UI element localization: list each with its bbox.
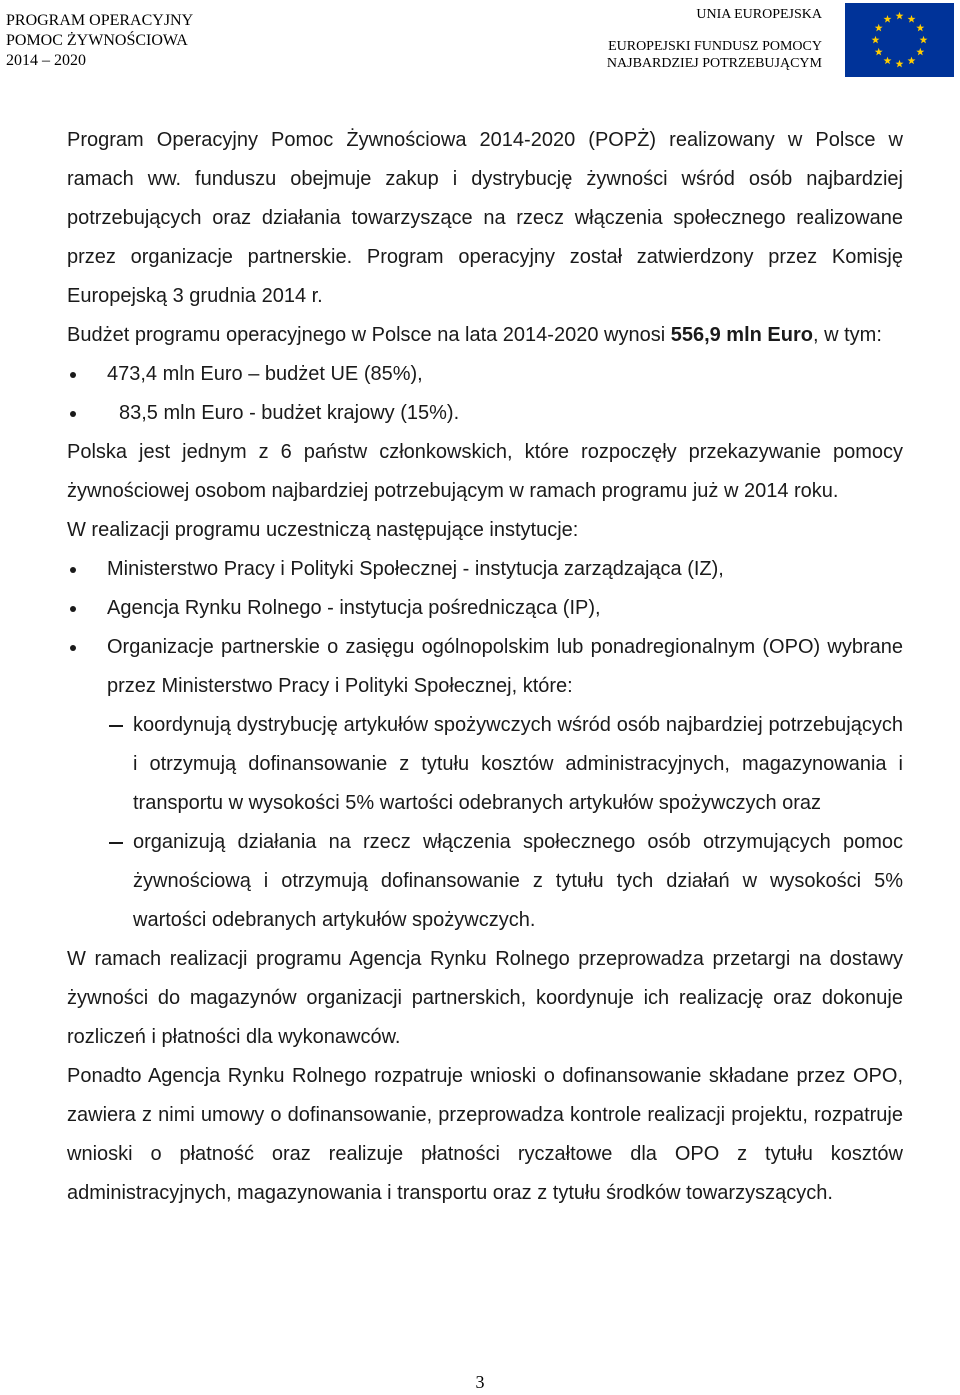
list-item: koordynują dystrybucję artykułów spożywczych wśród osób najbardziej potrzebujących i otrzymują dofinansowanie z tytułu kosztów administracyjnych, magazynowania i transportu w wysokości 5% wartości odebranych artykułów spożywczych oraz: [67, 706, 903, 823]
program-title-line2: POMOC ŻYWNOŚCIOWA: [6, 32, 188, 49]
budget-text-end: , w tym:: [812, 324, 882, 346]
eu-flag-icon: [845, 3, 954, 77]
fund-name-line1: EUROPEJSKI FUNDUSZ POMOCY: [608, 39, 822, 54]
arr-applications-paragraph: Ponadto Agencja Rynku Rolnego rozpatruje wnioski o dofinansowanie składane przez OPO, zawiera z nimi umowy o dofinansowanie, przeprowadza kontrole realizacji projektu, rozpatruje wnioski o płatność oraz realizuje płatności ryczałtowe dla OPO z tytułu kosztów administracyjnych, magazynowania i transportu oraz z tytułu środków towarzyszących.: [67, 1065, 903, 1204]
list-item: [67, 394, 903, 433]
page-header: [0, 0, 960, 80]
eu-fund-title: [607, 6, 822, 72]
budget-text-start: Budżet programu operacyjnego w Polsce na lata 2014-2020 wynosi: [67, 324, 671, 346]
budget-total: 556,9 mln Euro: [670, 324, 813, 346]
list-item: [67, 628, 903, 940]
institutions-list: [67, 550, 903, 940]
member-states-paragraph: Polska jest jednym z 6 państw członkowskich, które rozpoczęły przekazywanie pomocy żywnościowej osobom najbardziej potrzebującym w ramach programu już w 2014 roku.: [67, 441, 903, 502]
budget-paragraph: [67, 316, 903, 355]
program-title-line3: 2014 – 2020: [6, 52, 86, 69]
list-item: 473,4 mln Euro – budżet UE (85%),: [67, 355, 903, 394]
document-body: [67, 121, 903, 1213]
fund-name-line2: NAJBARDZIEJ POTRZEBUJĄCYM: [606, 56, 822, 71]
opo-tasks-list: [67, 706, 903, 940]
list-item-text: Organizacje partnerskie o zasięgu ogólnopolskim lub ponadregionalnym (OPO) wybrane przez Ministerstwo Pracy i Polityki Społecznej, które:: [107, 636, 903, 697]
institutions-intro: W realizacji programu uczestniczą następujące instytucje:: [67, 519, 579, 541]
list-item-text: 83,5 mln Euro - budżet krajowy (15%).: [119, 402, 460, 424]
program-title: [6, 11, 193, 71]
page-number: 3: [475, 1372, 485, 1392]
program-title-line1: PROGRAM OPERACYJNY: [6, 12, 194, 29]
list-item: Agencja Rynku Rolnego - instytucja pośrednicząca (IP),: [67, 589, 903, 628]
list-item: organizują działania na rzecz włączenia społecznego osób otrzymujących pomoc żywnościową i otrzymują dofinansowanie z tytułu tych działań w wysokości 5% wartości odebranych artykułów spożywczych.: [67, 823, 903, 940]
eu-label: UNIA EUROPEJSKA: [696, 7, 822, 22]
arr-tenders-paragraph: W ramach realizacji programu Agencja Rynku Rolnego przeprowadza przetargi na dostawy żywności do magazynów organizacji partnerskich, koordynuje ich realizację oraz dokonuje rozliczeń i płatności dla wykonawców.: [67, 948, 903, 1048]
intro-paragraph: Program Operacyjny Pomoc Żywnościowa 2014-2020 (POPŻ) realizowany w Polsce w ramach ww. funduszu obejmuje zakup i dystrybucję żywności wśród osób najbardziej potrzebujących oraz działania towarzyszące na rzecz włączenia społecznego realizowane przez organizacje partnerskie. Program operacyjny został zatwierdzony przez Komisję Europejską 3 grudnia 2014 r.: [67, 129, 903, 307]
budget-list: [67, 355, 903, 433]
list-item: Ministerstwo Pracy i Polityki Społecznej - instytucja zarządzająca (IZ),: [67, 550, 903, 589]
